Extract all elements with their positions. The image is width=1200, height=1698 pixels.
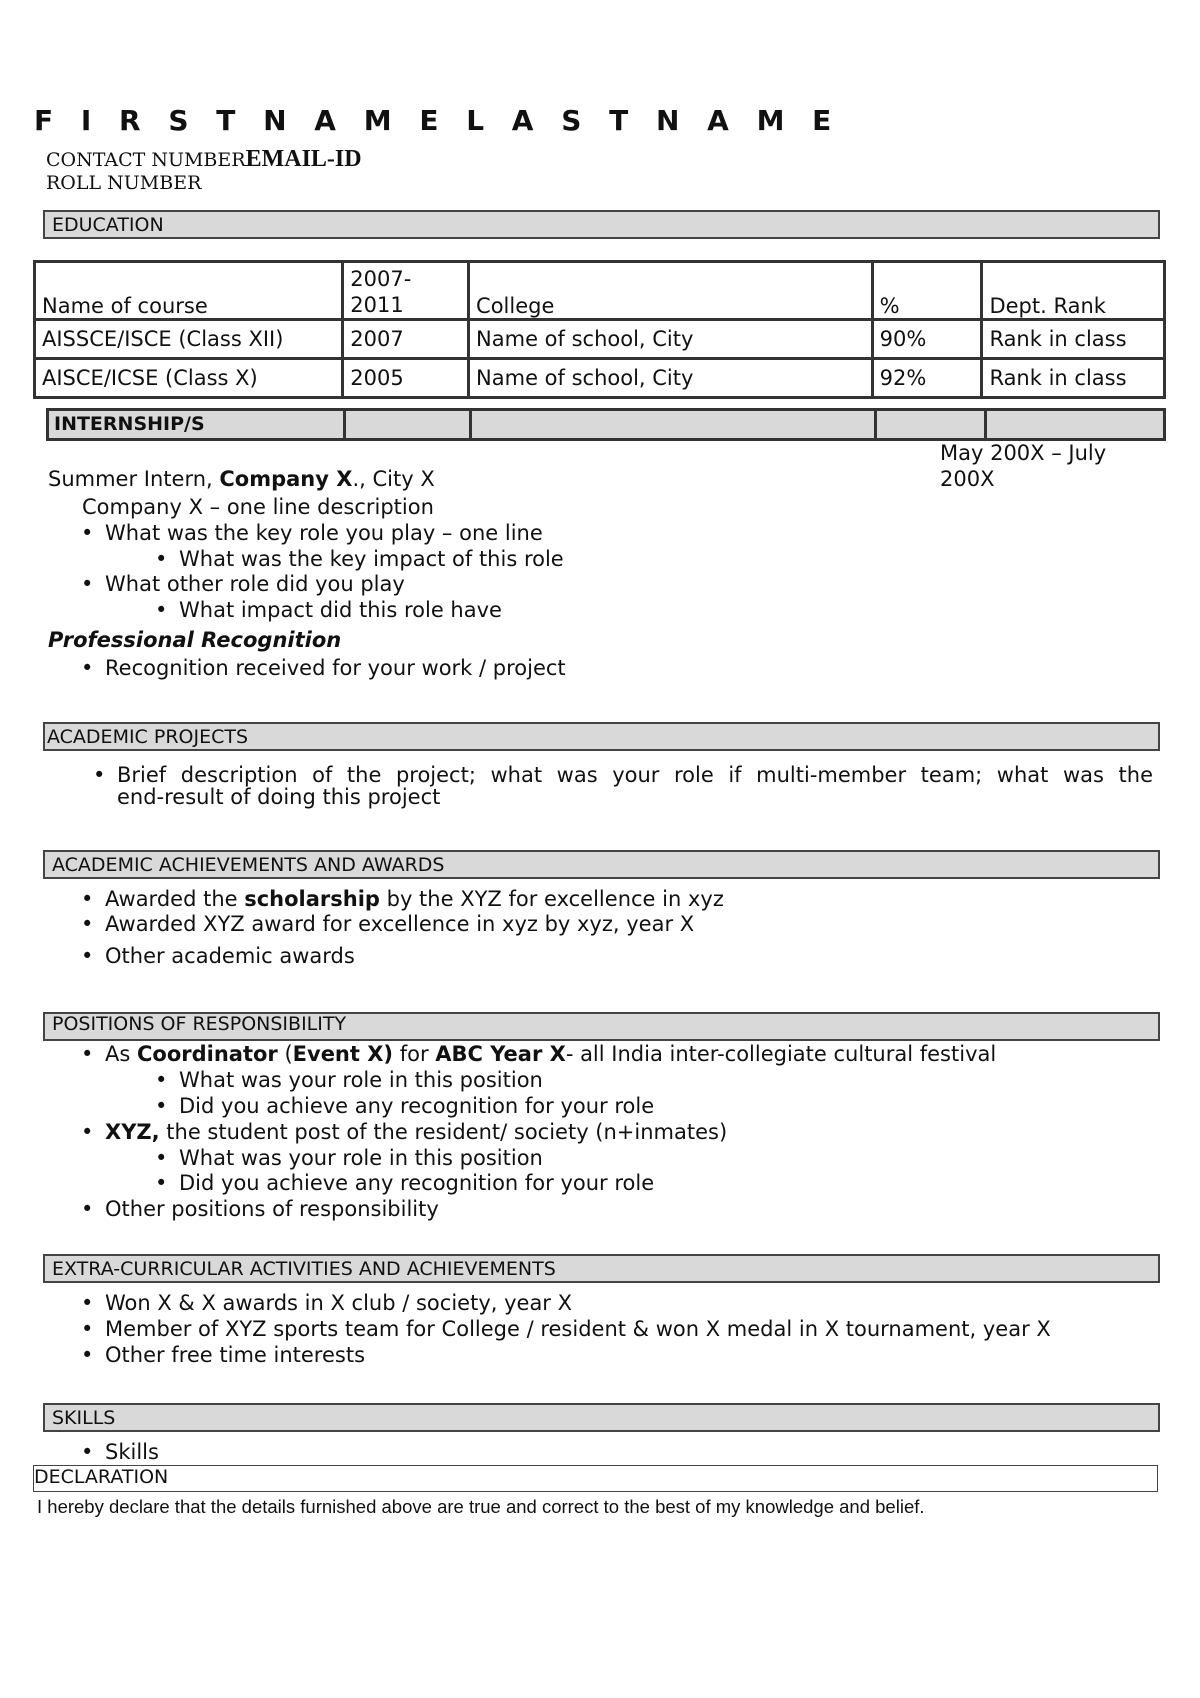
list-item: • Did you achieve any recognition for your role (179, 1171, 654, 1195)
list-item: • Other academic awards (105, 944, 355, 968)
section-positions-header: POSITIONS OF RESPONSIBILITY (43, 1012, 1160, 1041)
year-range-end: 2011 (350, 293, 404, 317)
section-projects-header: ACADEMIC PROJECTS (43, 722, 1160, 751)
list-item: • Other free time interests (105, 1343, 365, 1367)
internship-dates-line2: 200X (940, 467, 995, 491)
list-item: • Did you achieve any recognition for your role (179, 1094, 654, 1118)
list-item: • Other positions of responsibility (105, 1197, 439, 1221)
table-cell: Name of school, City (469, 359, 873, 398)
recognition-heading: Professional Recognition (48, 628, 342, 652)
section-skills-header: SKILLS (43, 1403, 1160, 1432)
table-header-cell: Dept. Rank (982, 262, 1165, 320)
table-cell: Rank in class (982, 359, 1165, 398)
table-header-cell: College (469, 262, 873, 320)
resume-name: F I R S T N A M E L A S T N A M E (34, 104, 841, 137)
list-item: • Skills (105, 1440, 159, 1464)
declaration-text: I hereby declare that the details furnished above are true and correct to the best of my knowledge and belief. (37, 1496, 925, 1517)
table-cell: AISCE/ICSE (Class X) (35, 359, 343, 398)
list-item-continuation: end-result of doing this project (117, 785, 441, 809)
list-item: • Recognition received for your work / project (105, 656, 566, 680)
internship-role: Summer Intern, Company X., City X (48, 467, 435, 491)
section-achievements-header: ACADEMIC ACHIEVEMENTS AND AWARDS (43, 850, 1160, 879)
table-header-row (35, 262, 1165, 320)
list-item: • What other role did you play (105, 572, 405, 596)
contact-number: CONTACT NUMBER (46, 149, 246, 171)
list-item: • Awarded XYZ award for excellence in xyz by xyz, year X (105, 912, 694, 936)
section-internship-header (46, 408, 1166, 441)
section-internship-label: INTERNSHIP/S (54, 413, 205, 435)
table-row (35, 320, 1165, 359)
table-header-cell: Name of course (35, 262, 343, 320)
internship-dates-line1: May 200X – July (940, 441, 1107, 465)
year-range-start: 2007- (350, 267, 412, 291)
table-cell: Name of school, City (469, 320, 873, 359)
list-item: • Awarded the scholarship by the XYZ for excellence in xyz (105, 887, 724, 911)
table-header-cell (343, 262, 469, 320)
table-cell: 90% (872, 320, 982, 359)
contact-line (46, 146, 362, 173)
education-table (33, 260, 1166, 399)
section-declaration-header: DECLARATION (33, 1465, 1158, 1492)
list-item: • What impact did this role have (179, 598, 502, 622)
list-item: • Won X & X awards in X club / society, year X (105, 1291, 572, 1315)
email-id: EMAIL-ID (245, 146, 362, 172)
section-extracurricular-header: EXTRA-CURRICULAR ACTIVITIES AND ACHIEVEMENTS (43, 1254, 1160, 1283)
section-education-header: EDUCATION (43, 210, 1160, 239)
table-cell: Rank in class (982, 320, 1165, 359)
list-item: • What was the key role you play – one line (105, 521, 543, 545)
list-item: • Brief description of the project; what was your role if multi-member team; what was the (117, 763, 1153, 787)
list-item: • XYZ, the student post of the resident/ society (n+inmates) (105, 1120, 727, 1144)
list-item: • What was your role in this position (179, 1068, 543, 1092)
roll-number: ROLL NUMBER (46, 172, 202, 194)
list-item: • Member of XYZ sports team for College / resident & won X medal in X tournament, year X (105, 1317, 1051, 1341)
table-cell: 92% (872, 359, 982, 398)
table-header-cell: % (872, 262, 982, 320)
list-item: • What was the key impact of this role (179, 547, 564, 571)
company-description: Company X – one line description (82, 495, 434, 519)
list-item: • What was your role in this position (179, 1146, 543, 1170)
table-row (35, 359, 1165, 398)
table-cell: 2007 (343, 320, 469, 359)
company-name: Company X (219, 467, 353, 491)
table-cell: 2005 (343, 359, 469, 398)
table-cell: AISSCE/ISCE (Class XII) (35, 320, 343, 359)
list-item: • As Coordinator (Event X) for ABC Year X- all India inter-collegiate cultural festival (105, 1042, 996, 1066)
